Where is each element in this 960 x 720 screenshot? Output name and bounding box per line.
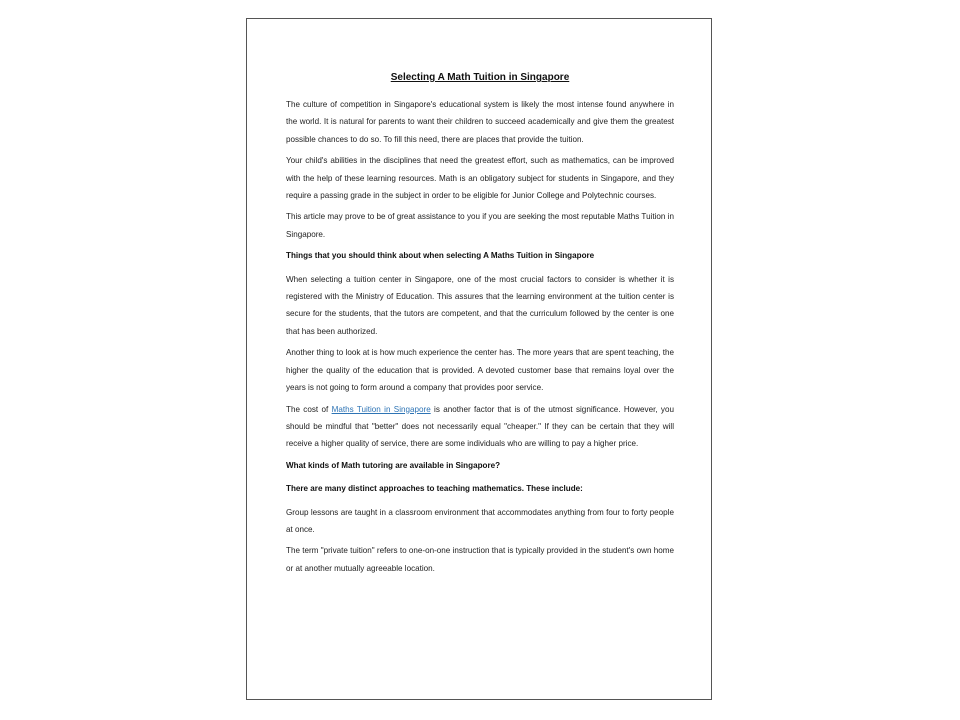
- paragraph-article-purpose: This article may prove to be of great assistance to you if you are seeking the most reputable Maths Tuition in Singapore.: [286, 212, 674, 239]
- paragraph-private-tuition: The term "private tuition" refers to one-on-one instruction that is typically provided in the student's own home or at another mutually agreeable location.: [286, 546, 674, 573]
- cost-text-after: is another factor that is of the utmost significance. However, you should be mindful that "better" does not necessarily equal "cheaper." If they can be certain that they will receive a higher quality of service, there are some individuals who are willing to pay a higher price.: [286, 404, 674, 449]
- paragraph-intro: The culture of competition in Singapore's educational system is likely the most intense found anywhere in the world. It is natural for parents to want their children to succeed academically and give them the greatest possible chances to do so. To fill this need, there are places that provide the tuition.: [286, 100, 674, 144]
- paragraph-abilities: Your child's abilities in the disciplines that need the greatest effort, such as mathematics, can be improved with the help of these learning resources. Math is an obligatory subject for students in Singapore, and they require a passing grade in the subject in order to be eligible for Junior College and Polytechnic courses.: [286, 156, 674, 201]
- heading-kinds-of-tutoring: What kinds of Math tutoring are available in Singapore?: [286, 460, 501, 470]
- paragraph-cost: [286, 401, 674, 453]
- paragraph-registration: When selecting a tuition center in Singapore, one of the most crucial factors to consider is whether it is registered with the Ministry of Education. This assures that the learning environment at the tuition center is secure for the students, that the tutors are competent, and that the curriculum followed by the center is one that has been authorized.: [286, 274, 674, 336]
- paragraph-experience: Another thing to look at is how much experience the center has. The more years that are spent teaching, the higher the quality of the education that is provided. A devoted customer base that remains loyal over the years is not going to form around a company that provides poor service.: [286, 348, 674, 393]
- cost-text-before: The cost of: [286, 404, 332, 414]
- maths-tuition-link[interactable]: Maths Tuition in Singapore: [331, 404, 431, 414]
- document-body: [286, 72, 674, 581]
- heading-approaches: There are many distinct approaches to teaching mathematics. These include:: [286, 484, 583, 494]
- heading-things-to-consider: Things that you should think about when selecting A Maths Tuition in Singapore: [286, 251, 595, 261]
- document-title: Selecting A Math Tuition in Singapore: [390, 72, 570, 83]
- paragraph-group-lessons: Group lessons are taught in a classroom environment that accommodates anything from four to forty people at once.: [286, 507, 674, 534]
- document-page: [246, 18, 712, 700]
